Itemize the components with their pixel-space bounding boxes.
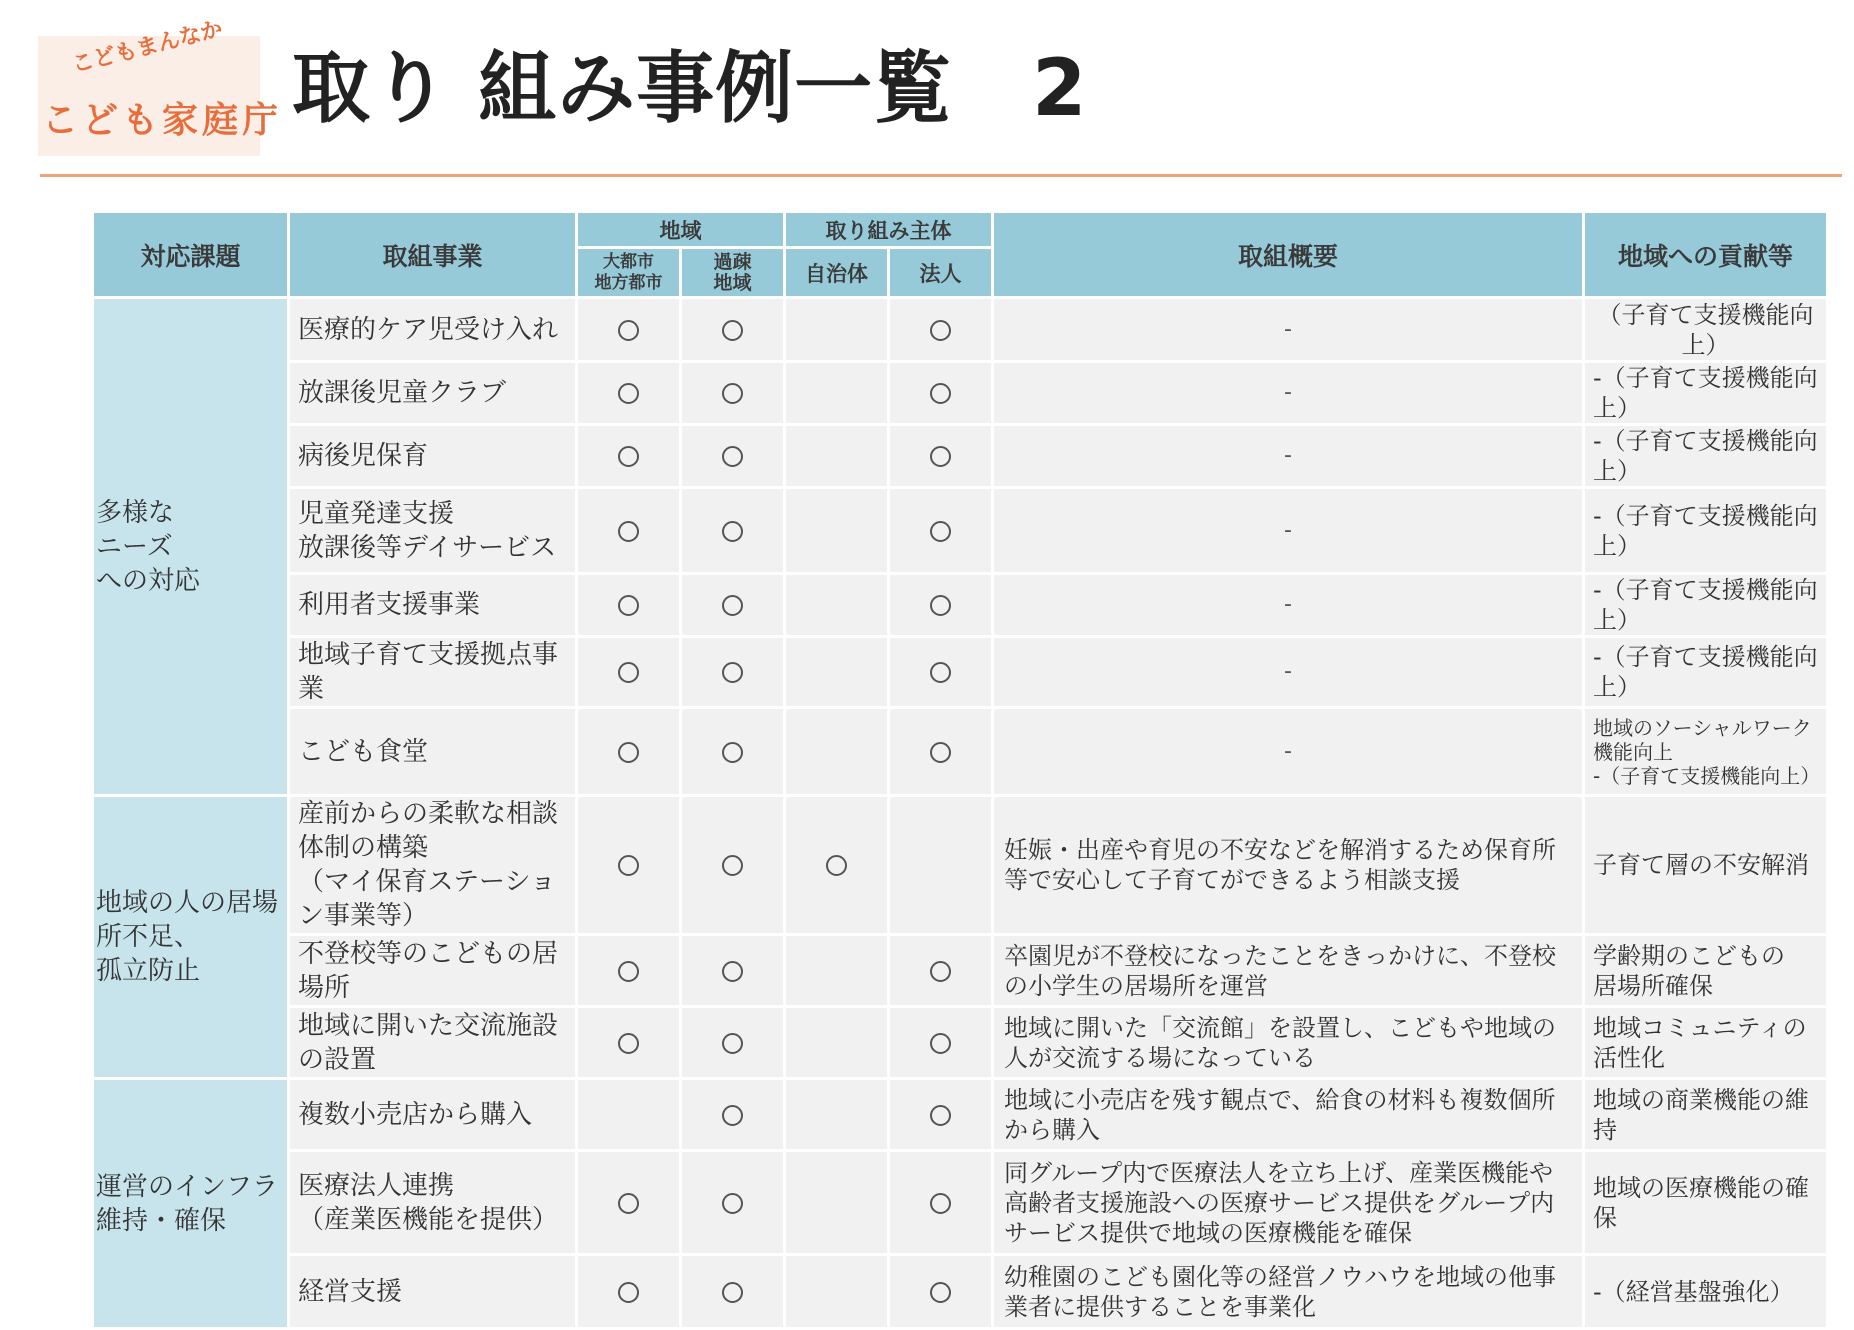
category-cell: 地域の人の居場所不足、 孤立防止 <box>93 796 289 1079</box>
mark-cell-corporation <box>889 574 993 637</box>
summary-cell: 地域に開いた「交流館」を設置し、こどもや地域の人が交流する場になっている <box>993 1007 1584 1079</box>
mark-cell-urban <box>577 362 681 425</box>
circle-mark-icon <box>618 521 639 542</box>
circle-mark-icon <box>722 961 743 982</box>
logo-name: こども家庭庁 <box>42 100 283 141</box>
circle-mark-icon <box>930 961 951 982</box>
contribution-cell: 地域コミュニティの活性化 <box>1584 1007 1828 1079</box>
contribution-cell: -（子育て支援機能向上） <box>1584 425 1828 488</box>
title-divider <box>40 174 1842 177</box>
mark-cell-corporation <box>889 1007 993 1079</box>
mark-cell-municipality <box>785 708 889 796</box>
circle-mark-icon <box>722 1105 743 1126</box>
mark-cell-municipality <box>785 425 889 488</box>
circle-mark-icon <box>722 855 743 876</box>
circle-mark-icon <box>618 383 639 404</box>
project-cell: 医療法人連携 （産業医機能を提供） <box>289 1151 577 1255</box>
mark-cell-urban <box>577 298 681 362</box>
table-row <box>93 425 1828 488</box>
circle-mark-icon <box>722 742 743 763</box>
header-region-depop: 過疎 地域 <box>681 248 785 298</box>
table-row <box>93 637 1828 708</box>
circle-mark-icon <box>930 383 951 404</box>
contribution-cell: -（子育て支援機能向上） <box>1584 637 1828 708</box>
circle-mark-icon <box>722 662 743 683</box>
circle-mark-icon <box>826 855 847 876</box>
mark-cell-depop <box>681 935 785 1007</box>
mark-cell-corporation <box>889 1255 993 1329</box>
mark-cell-municipality <box>785 935 889 1007</box>
mark-cell-depop <box>681 637 785 708</box>
header-actor: 取り組み主体 <box>785 212 993 248</box>
circle-mark-icon <box>618 855 639 876</box>
contribution-cell: 地域のソーシャルワーク機能向上 -（子育て支援機能向上） <box>1584 708 1828 796</box>
mark-cell-municipality <box>785 362 889 425</box>
summary-cell: - <box>993 637 1584 708</box>
contribution-cell: -（子育て支援機能向上） <box>1584 488 1828 574</box>
circle-mark-icon <box>722 521 743 542</box>
project-cell: こども食堂 <box>289 708 577 796</box>
circle-mark-icon <box>930 320 951 341</box>
mark-cell-depop <box>681 298 785 362</box>
mark-cell-corporation <box>889 425 993 488</box>
case-table <box>91 210 1829 1330</box>
logo-tagline: こどもまんなか <box>69 16 226 79</box>
mark-cell-urban <box>577 935 681 1007</box>
mark-cell-depop <box>681 796 785 935</box>
table-body <box>93 298 1828 1329</box>
contribution-cell: （子育て支援機能向上） <box>1584 298 1828 362</box>
header-issue: 対応課題 <box>93 212 289 298</box>
mark-cell-municipality <box>785 1079 889 1151</box>
mark-cell-municipality <box>785 796 889 935</box>
circle-mark-icon <box>618 742 639 763</box>
summary-cell: - <box>993 708 1584 796</box>
project-cell: 地域に開いた交流施設の設置 <box>289 1007 577 1079</box>
circle-mark-icon <box>930 446 951 467</box>
mark-cell-urban <box>577 1007 681 1079</box>
contribution-cell: 地域の商業機能の維持 <box>1584 1079 1828 1151</box>
summary-cell: 卒園児が不登校になったことをきっかけに、不登校の小学生の居場所を運営 <box>993 935 1584 1007</box>
mark-cell-depop <box>681 362 785 425</box>
header-actor-corporation: 法人 <box>889 248 993 298</box>
circle-mark-icon <box>930 742 951 763</box>
page-number: 2 <box>1032 44 1088 134</box>
mark-cell-urban <box>577 488 681 574</box>
summary-cell: 同グループ内で医療法人を立ち上げ、産業医機能や高齢者支援施設への医療サービス提供をグループ内サービス提供で地域の医療機能を確保 <box>993 1151 1584 1255</box>
circle-mark-icon <box>618 446 639 467</box>
page-title-text: 取り 組み事例一覧 <box>292 44 953 134</box>
table-row <box>93 1007 1828 1079</box>
mark-cell-urban <box>577 574 681 637</box>
mark-cell-municipality <box>785 574 889 637</box>
mark-cell-depop <box>681 1255 785 1329</box>
mark-cell-corporation <box>889 708 993 796</box>
project-cell: 病後児保育 <box>289 425 577 488</box>
project-cell: 不登校等のこどもの居場所 <box>289 935 577 1007</box>
circle-mark-icon <box>930 1282 951 1303</box>
mark-cell-corporation <box>889 935 993 1007</box>
summary-cell: - <box>993 362 1584 425</box>
mark-cell-corporation <box>889 796 993 935</box>
table-row <box>93 574 1828 637</box>
mark-cell-corporation <box>889 1151 993 1255</box>
circle-mark-icon <box>618 961 639 982</box>
table-row <box>93 488 1828 574</box>
project-cell: 利用者支援事業 <box>289 574 577 637</box>
project-cell: 放課後児童クラブ <box>289 362 577 425</box>
contribution-cell: 地域の医療機能の確保 <box>1584 1151 1828 1255</box>
circle-mark-icon <box>930 1033 951 1054</box>
circle-mark-icon <box>722 1033 743 1054</box>
circle-mark-icon <box>930 662 951 683</box>
header-region-urban: 大都市 地方都市 <box>577 248 681 298</box>
mark-cell-urban <box>577 1151 681 1255</box>
mark-cell-municipality <box>785 1151 889 1255</box>
mark-cell-depop <box>681 488 785 574</box>
circle-mark-icon <box>722 1282 743 1303</box>
circle-mark-icon <box>618 320 639 341</box>
mark-cell-corporation <box>889 1079 993 1151</box>
table-row <box>93 708 1828 796</box>
circle-mark-icon <box>930 1105 951 1126</box>
summary-cell: - <box>993 488 1584 574</box>
project-cell: 地域子育て支援拠点事業 <box>289 637 577 708</box>
circle-mark-icon <box>930 521 951 542</box>
mark-cell-municipality <box>785 488 889 574</box>
contribution-cell: 子育て層の不安解消 <box>1584 796 1828 935</box>
table-row <box>93 298 1828 362</box>
summary-cell: 妊娠・出産や育児の不安などを解消するため保育所等で安心して子育てができるよう相談支援 <box>993 796 1584 935</box>
mark-cell-depop <box>681 1151 785 1255</box>
summary-cell: 地域に小売店を残す観点で、給食の材料も複数個所から購入 <box>993 1079 1584 1151</box>
project-cell: 複数小売店から購入 <box>289 1079 577 1151</box>
header-region: 地域 <box>577 212 785 248</box>
table-row <box>93 1255 1828 1329</box>
mark-cell-depop <box>681 1079 785 1151</box>
mark-cell-urban <box>577 796 681 935</box>
mark-cell-urban <box>577 1079 681 1151</box>
mark-cell-municipality <box>785 637 889 708</box>
table-row <box>93 796 1828 935</box>
project-cell: 産前からの柔軟な相談体制の構築 （マイ保育ステーション事業等） <box>289 796 577 935</box>
circle-mark-icon <box>618 662 639 683</box>
summary-cell: - <box>993 425 1584 488</box>
circle-mark-icon <box>618 595 639 616</box>
mark-cell-urban <box>577 708 681 796</box>
circle-mark-icon <box>618 1033 639 1054</box>
mark-cell-depop <box>681 1007 785 1079</box>
project-cell: 医療的ケア児受け入れ <box>289 298 577 362</box>
project-cell: 児童発達支援 放課後等デイサービス <box>289 488 577 574</box>
mark-cell-depop <box>681 574 785 637</box>
mark-cell-municipality <box>785 1007 889 1079</box>
circle-mark-icon <box>722 446 743 467</box>
mark-cell-urban <box>577 425 681 488</box>
mark-cell-municipality <box>785 1255 889 1329</box>
circle-mark-icon <box>722 320 743 341</box>
circle-mark-icon <box>930 1193 951 1214</box>
circle-mark-icon <box>618 1282 639 1303</box>
mark-cell-municipality <box>785 298 889 362</box>
header-summary: 取組概要 <box>993 212 1584 298</box>
summary-cell: - <box>993 574 1584 637</box>
contribution-cell: -（子育て支援機能向上） <box>1584 574 1828 637</box>
table-row <box>93 362 1828 425</box>
circle-mark-icon <box>618 1193 639 1214</box>
mark-cell-urban <box>577 1255 681 1329</box>
summary-cell: - <box>993 298 1584 362</box>
mark-cell-depop <box>681 425 785 488</box>
mark-cell-urban <box>577 637 681 708</box>
summary-cell: 幼稚園のこども園化等の経営ノウハウを地域の他事業者に提供することを事業化 <box>993 1255 1584 1329</box>
contribution-cell: -（経営基盤強化） <box>1584 1255 1828 1329</box>
mark-cell-corporation <box>889 298 993 362</box>
circle-mark-icon <box>722 595 743 616</box>
circle-mark-icon <box>722 1193 743 1214</box>
header-project: 取組事業 <box>289 212 577 298</box>
logo <box>38 16 283 156</box>
project-cell: 経営支援 <box>289 1255 577 1329</box>
page-title <box>292 26 1087 138</box>
table-row <box>93 935 1828 1007</box>
circle-mark-icon <box>930 595 951 616</box>
table-row <box>93 1151 1828 1255</box>
mark-cell-depop <box>681 708 785 796</box>
header-contribution: 地域への貢献等 <box>1584 212 1828 298</box>
table-row <box>93 1079 1828 1151</box>
mark-cell-corporation <box>889 488 993 574</box>
category-cell: 多様な ニーズ への対応 <box>93 298 289 796</box>
mark-cell-corporation <box>889 362 993 425</box>
header-actor-municipality: 自治体 <box>785 248 889 298</box>
mark-cell-corporation <box>889 637 993 708</box>
category-cell: 運営のインフラ維持・確保 <box>93 1079 289 1329</box>
circle-mark-icon <box>722 383 743 404</box>
contribution-cell: 学齢期のこどもの 居場所確保 <box>1584 935 1828 1007</box>
contribution-cell: -（子育て支援機能向上） <box>1584 362 1828 425</box>
